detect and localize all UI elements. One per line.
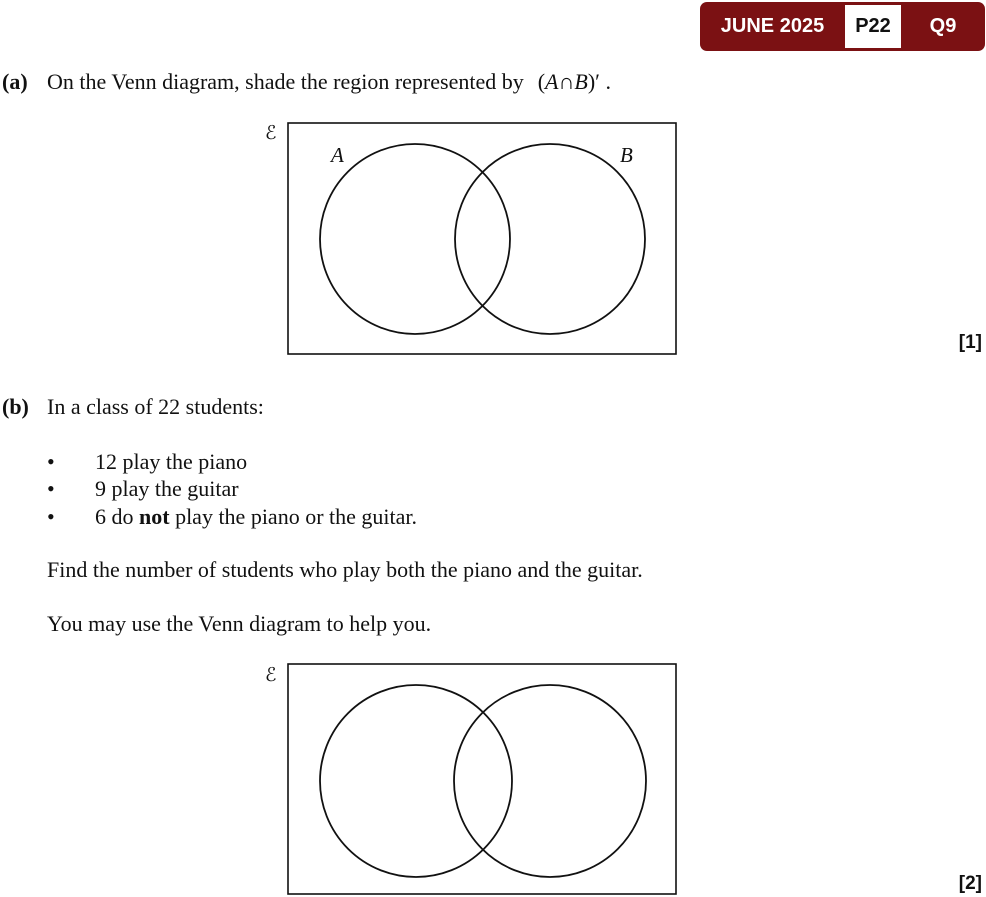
part-a-instruction-text: On the Venn diagram, shade the region represented by	[47, 69, 524, 94]
list-item-neither	[95, 504, 417, 530]
part-b-question: Find the number of students who play both the piano and the guitar.	[47, 557, 643, 582]
universal-set-symbol-a: ℰ	[265, 122, 277, 144]
universal-set-box-b	[288, 664, 676, 894]
list-item-piano: 12 play the piano	[95, 449, 248, 474]
bullet: •	[47, 504, 55, 529]
question-number: Q9	[929, 15, 957, 37]
item-text-before: 6 do	[95, 504, 139, 529]
expr-set-a: A	[545, 69, 559, 94]
part-b-label: (b)	[2, 394, 29, 419]
marks-part-b: [2]	[958, 873, 982, 894]
circle-piano[interactable]	[320, 685, 512, 877]
marks-part-a: [1]	[958, 332, 982, 353]
circle-guitar[interactable]	[454, 685, 646, 877]
venn-diagram-b[interactable]	[255, 657, 685, 897]
item-text-after: play the piano or the guitar.	[169, 504, 417, 529]
venn-diagram-a[interactable]	[255, 115, 685, 360]
item-emphasis: not	[139, 504, 170, 529]
paper-number: P22	[845, 5, 901, 48]
expr-close: )′ .	[587, 69, 611, 94]
universal-set-box-a	[288, 123, 676, 354]
part-a-instruction	[47, 69, 611, 95]
universal-set-symbol-b: ℰ	[265, 664, 277, 686]
expr-open: (	[537, 69, 546, 94]
bullet: •	[47, 476, 55, 501]
question-badge	[700, 2, 985, 51]
expr-set-b: B	[574, 69, 588, 94]
set-label-a: A	[331, 143, 344, 167]
set-label-b: B	[620, 143, 633, 167]
exam-session: JUNE 2025	[720, 15, 825, 37]
set-expression	[538, 69, 611, 94]
part-a-label: (a)	[2, 69, 28, 94]
expr-intersect: ∩	[558, 69, 575, 94]
part-b-intro: In a class of 22 students:	[47, 394, 264, 419]
bullet: •	[47, 449, 55, 474]
list-item-guitar: 9 play the guitar	[95, 476, 239, 501]
part-b-hint: You may use the Venn diagram to help you.	[47, 611, 432, 636]
